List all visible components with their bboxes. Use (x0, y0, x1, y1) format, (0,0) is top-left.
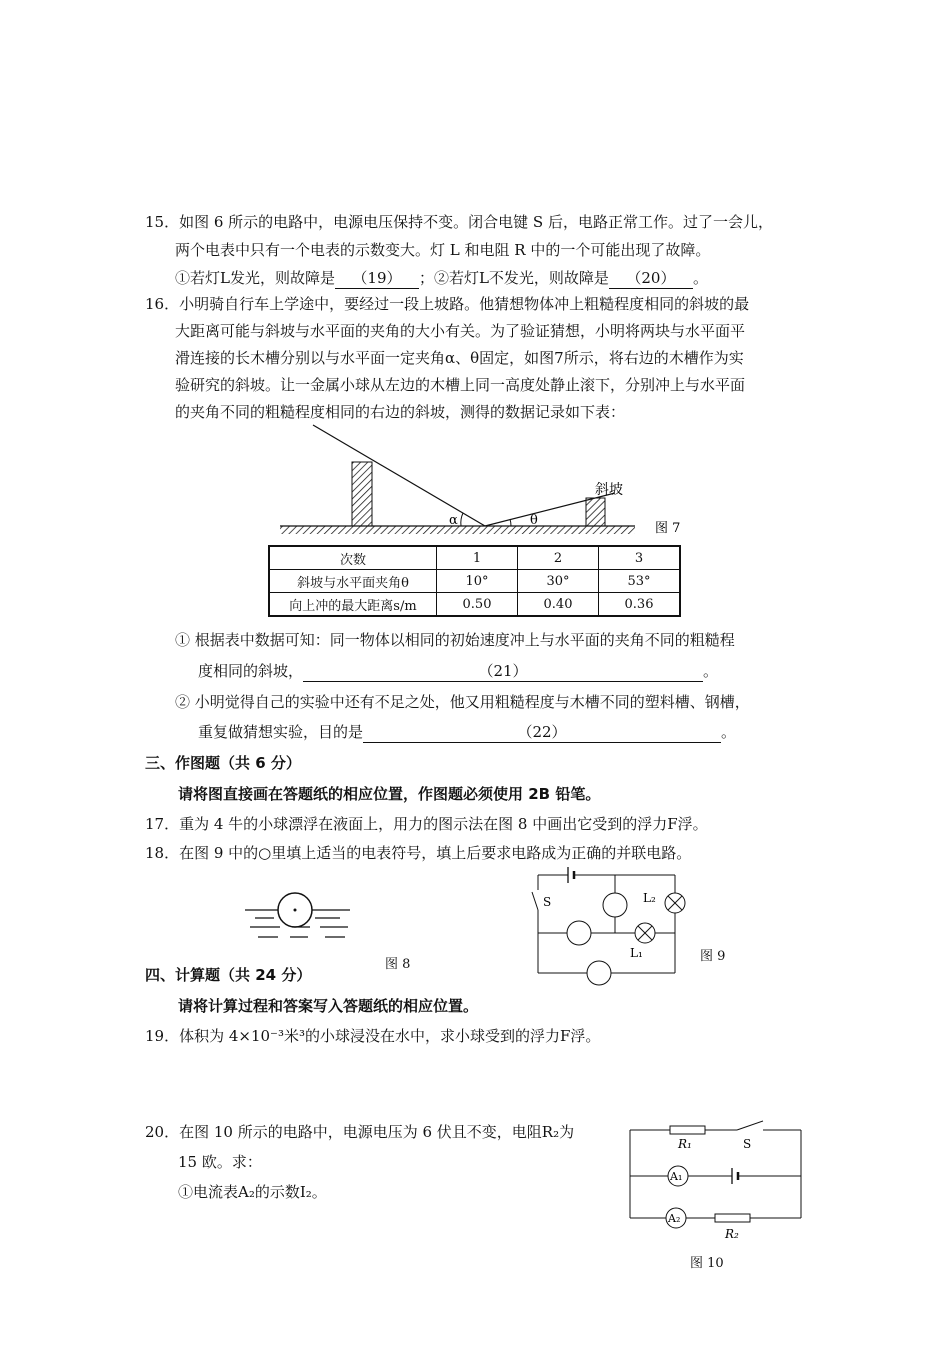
q16-c2-text: 重复做猜想实验，目的是 (198, 723, 364, 741)
figure-9 (515, 860, 705, 990)
table-cell: 10° (437, 570, 518, 593)
switch-label: S (743, 1137, 752, 1151)
q19-text: 19．体积为 4×10⁻³米³的小球浸没在水中，求小球受到的浮力F浮。 (145, 1027, 601, 1045)
table-cell: 0.50 (437, 593, 518, 617)
switch-label: S (543, 895, 552, 909)
table-cell: 2 (518, 546, 599, 570)
q15-line1: 15．如图 6 所示的电路中，电源电压保持不变。闭合电键 S 后，电路正常工作。过了一会儿， (145, 213, 773, 231)
q20-line3: ①电流表A₂的示数I₂。 (178, 1183, 327, 1201)
section4-instructions: 请将计算过程和答案写入答题纸的相应位置。 (178, 997, 479, 1015)
q16-line4: 验研究的斜坡。让一金属小球从左边的木槽上同一高度处静止滚下，分别冲上与水平面 (175, 376, 746, 394)
table-cell: 30° (518, 570, 599, 593)
q15-end: 。 (692, 269, 708, 287)
right-support (586, 498, 605, 526)
q16-c2-line1: ② 小明觉得自己的实验中还有不足之处，他又用粗糙程度与木槽不同的塑料槽、钢槽， (175, 693, 750, 711)
fig7-label: 图 7 (655, 521, 681, 536)
left-support (352, 462, 372, 526)
ball-center (294, 909, 297, 912)
section3-instructions: 请将图直接画在答题纸的相应位置，作图题必须使用 2B 铅笔。 (178, 785, 601, 803)
fig10-label: 图 10 (690, 1256, 724, 1271)
table-cell: 1 (437, 546, 518, 570)
q16-line1: 16．小明骑自行车上学途中，要经过一段上坡路。他猜想物体冲上粗糙程度相同的斜坡的最 (145, 295, 750, 313)
a1-label: A₁ (670, 1170, 683, 1183)
q16-c1-line1: ① 根据表中数据可知：同一物体以相同的初始速度冲上与水平面的夹角不同的粗糙程 (175, 631, 735, 649)
resistor-r1 (670, 1126, 705, 1134)
data-table (268, 545, 681, 617)
r1-label: R₁ (678, 1137, 692, 1151)
figure-8 (240, 885, 360, 955)
blank-22: （22） (363, 722, 721, 743)
q15-part2: ；②若灯L不发光，则故障是 (418, 269, 609, 287)
table-cell: 3 (599, 546, 681, 570)
section4-title: 四、计算题（共 24 分） (145, 966, 312, 984)
fig9-label: 图 9 (700, 949, 726, 964)
section3-title: 三、作图题（共 6 分） (145, 754, 301, 772)
table-row (269, 593, 680, 617)
q16-line2: 大距离可能与斜坡与水平面的夹角的大小有关。为了验证猜想，小明将两块与水平面平 (175, 322, 746, 340)
meter-circle-3 (587, 961, 611, 985)
table-cell: 斜坡与水平面夹角θ (269, 570, 437, 593)
q17-text: 17．重为 4 牛的小球漂浮在液面上，用力的图示法在图 8 中画出它受到的浮力F浮。 (145, 815, 708, 833)
l2-label: L₂ (643, 891, 656, 905)
slope-label: 斜坡 (595, 482, 623, 498)
q16-c2-end: 。 (721, 723, 737, 741)
q16-c1-end: 。 (703, 662, 719, 680)
a2-label: A₂ (668, 1212, 681, 1225)
figure-10 (625, 1118, 810, 1248)
left-slope (313, 425, 485, 526)
q16-c1-line2 (198, 661, 718, 682)
l1-label: L₁ (630, 946, 643, 960)
meter-circle-2 (567, 921, 591, 945)
q18-text: 18．在图 9 中的○里填上适当的电表符号，填上后要求电路成为正确的并联电路。 (145, 844, 692, 862)
table-cell: 53° (599, 570, 681, 593)
resistor-r2 (715, 1214, 750, 1222)
q20-line1: 20．在图 10 所示的电路中，电源电压为 6 伏且不变，电阻R₂为 (145, 1123, 575, 1141)
alpha-arc (461, 513, 463, 526)
switch-s (737, 1121, 763, 1130)
table-cell: 次数 (269, 546, 437, 570)
blank-21: （21） (303, 661, 703, 682)
meter-circle-1 (603, 893, 627, 917)
switch-s (532, 892, 538, 910)
table-cell: 0.40 (518, 593, 599, 617)
table-row (269, 570, 680, 593)
table-row (269, 546, 680, 570)
blank-19: （19） (335, 268, 419, 289)
blank-20: （20） (609, 268, 693, 289)
q20-line2: 15 欧。求： (178, 1153, 262, 1171)
fig8-label: 图 8 (385, 957, 411, 972)
q15-line3 (175, 268, 708, 289)
table-cell: 0.36 (599, 593, 681, 617)
figure-7 (275, 420, 695, 545)
q16-c1-text: 度相同的斜坡， (198, 662, 304, 680)
q16-line3: 滑连接的长木槽分别以与水平面一定夹角α、θ固定，如图7所示，将右边的木槽作为实 (175, 349, 744, 367)
theta-label: θ (530, 513, 538, 528)
alpha-label: α (449, 513, 458, 528)
q16-c2-line2 (198, 722, 736, 743)
q15-part1: ①若灯L发光，则故障是 (175, 269, 335, 287)
r2-label: R₂ (725, 1227, 739, 1241)
q15-line2: 两个电表中只有一个电表的示数变大。灯 L 和电阻 R 中的一个可能出现了故障。 (175, 241, 711, 259)
q16-line5: 的夹角不同的粗糙程度相同的右边的斜坡，测得的数据记录如下表： (175, 403, 626, 421)
table-cell: 向上冲的最大距离s/m (269, 593, 437, 617)
